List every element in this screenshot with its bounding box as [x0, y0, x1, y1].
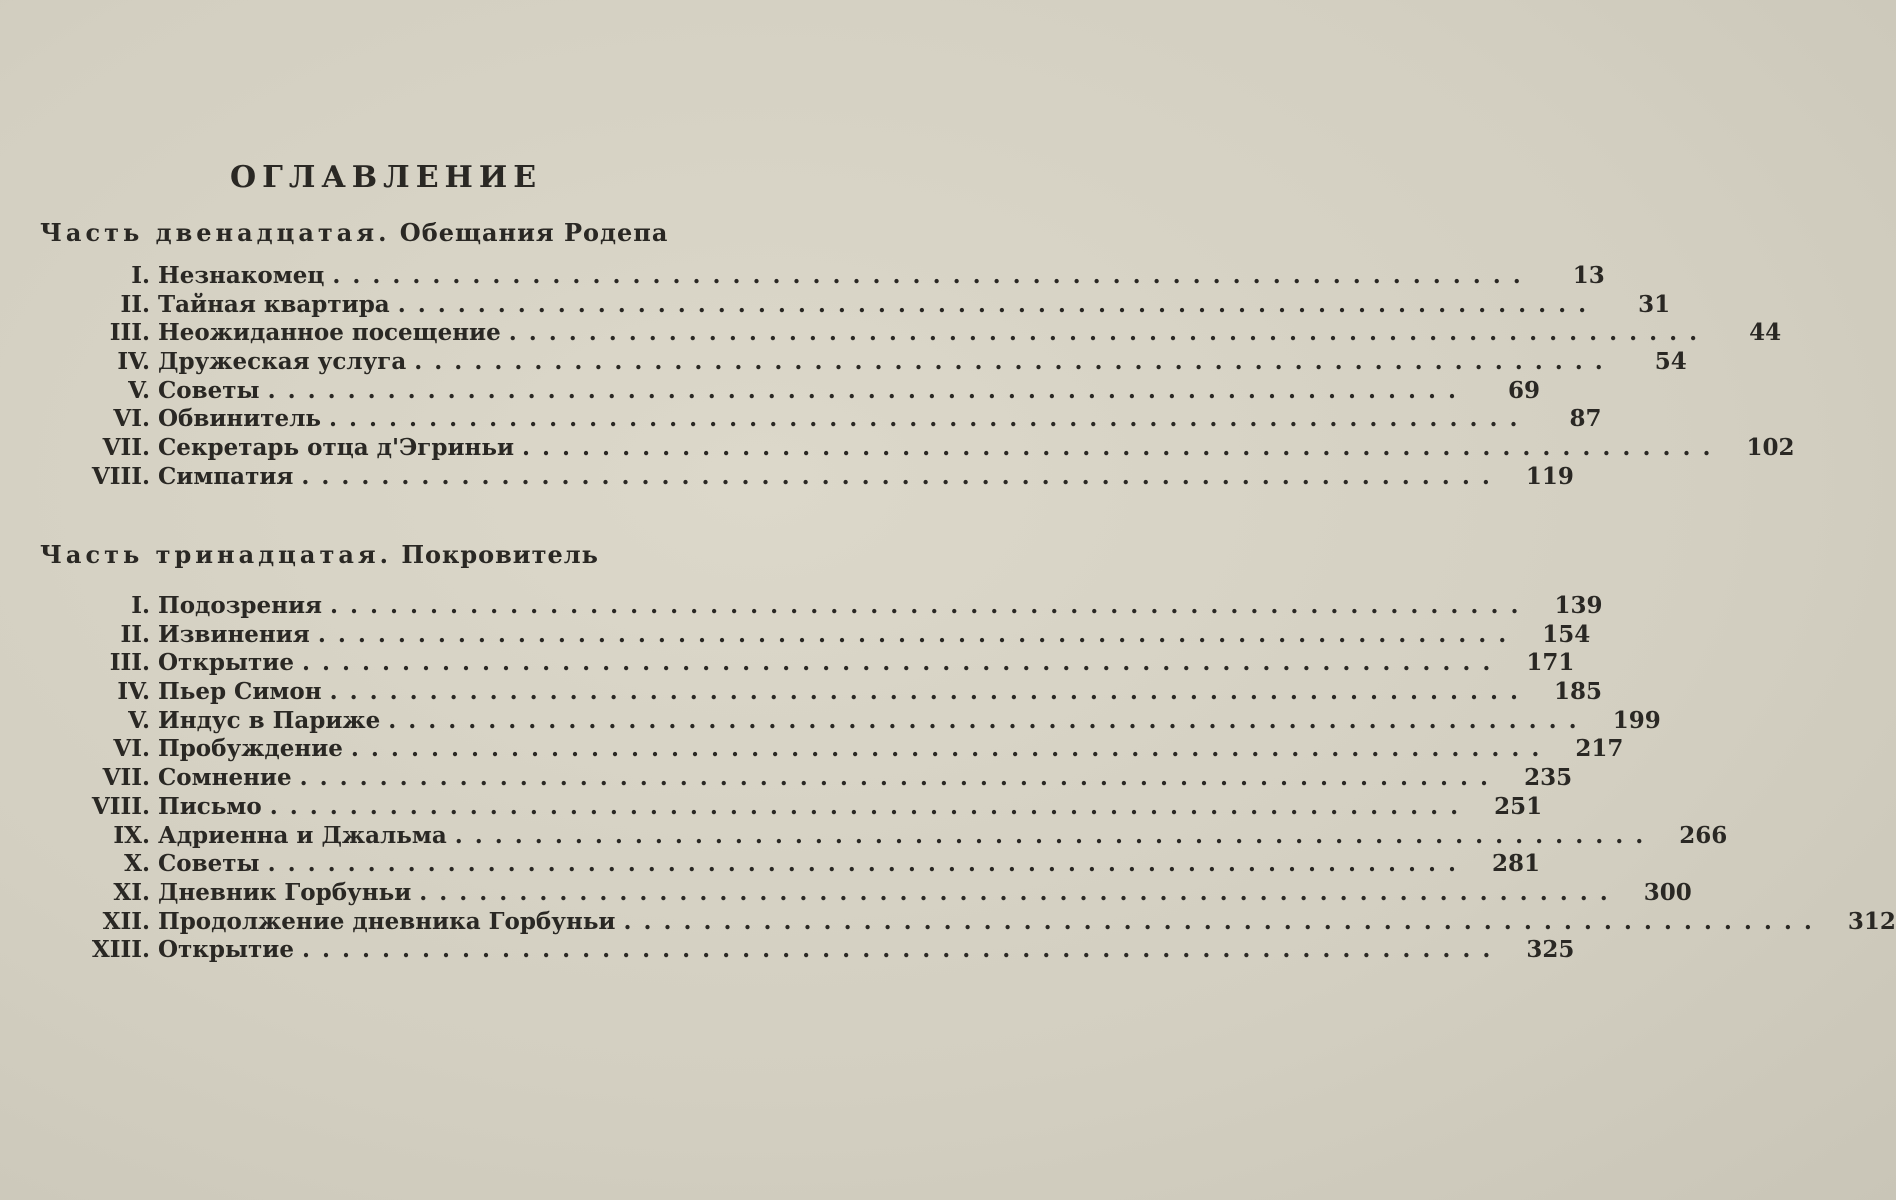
toc-entry — [40, 821, 1728, 851]
chapter-number: VI. — [113, 735, 150, 763]
page-number: 199 — [1612, 706, 1661, 734]
dot-leader: ............................................................ — [454, 821, 1656, 849]
chapter-title: Извинения — [158, 620, 310, 648]
dot-leader: ............................................................ — [522, 434, 1723, 462]
chapter-title: Адриенна и Джальма — [158, 821, 447, 849]
page-number: 312 — [1847, 907, 1896, 935]
chapter-title: Подозрения — [158, 592, 323, 619]
chapter-title: Симпатия — [158, 462, 294, 490]
dot-leader: ............................................................ — [301, 462, 1502, 490]
toc-entry — [40, 735, 1624, 764]
toc-entry — [40, 850, 1541, 879]
chapter-title: Пробуждение — [158, 735, 343, 763]
chapter-title: Письмо — [158, 792, 262, 820]
page-number: 235 — [1524, 764, 1573, 792]
toc-entry — [40, 878, 1692, 908]
toc-entry — [40, 262, 1605, 291]
page-number: 217 — [1575, 735, 1624, 763]
chapter-number: V. — [128, 706, 150, 734]
part-title-12 — [40, 218, 668, 247]
chapter-number: IV. — [117, 348, 150, 376]
dot-leader: ............................................................ — [267, 850, 1469, 878]
page-number: 185 — [1554, 678, 1603, 706]
part-title-13 — [40, 540, 599, 569]
chapter-number: IV. — [117, 678, 150, 706]
toc-entry — [40, 592, 1603, 621]
chapter-title: Тайная квартира — [158, 290, 390, 318]
page-number: 154 — [1542, 620, 1591, 648]
toc-entry — [40, 907, 1896, 937]
chapter-number: IX. — [113, 821, 150, 849]
part-label: Часть двенадцатая. — [40, 218, 391, 247]
page-number: 44 — [1749, 319, 1782, 347]
toc-entry — [40, 649, 1575, 678]
chapter-number: II. — [120, 290, 150, 318]
dot-leader: ............................................................ — [329, 405, 1530, 433]
chapter-number: XII. — [102, 907, 150, 935]
page-number: 31 — [1638, 290, 1671, 318]
chapter-title: Советы — [158, 376, 260, 404]
page-number: 251 — [1494, 792, 1543, 820]
toc-entry — [40, 620, 1591, 650]
chapter-number: I. — [131, 592, 150, 619]
dot-leader: ............................................................ — [301, 649, 1503, 677]
chapter-number: XI. — [113, 878, 150, 906]
dot-leader: ............................................................ — [388, 706, 1589, 734]
chapter-number: V. — [128, 376, 150, 404]
chapter-number: VIII. — [91, 792, 150, 820]
part-subtitle: Покровитель — [401, 540, 599, 569]
chapter-title: Неожиданное посещение — [158, 319, 501, 347]
dot-leader: ............................................................ — [419, 878, 1620, 906]
chapter-title: Открытие — [158, 936, 294, 964]
dot-leader: ............................................................ — [623, 907, 1824, 935]
dot-leader: ............................................................ — [267, 376, 1469, 404]
chapter-title: Обвинитель — [158, 405, 322, 433]
page-number: 266 — [1679, 821, 1728, 849]
page-number: 54 — [1654, 348, 1687, 376]
toc-entry — [40, 319, 1782, 348]
page-number: 171 — [1526, 649, 1575, 677]
dot-leader: ............................................................ — [317, 620, 1519, 648]
dot-leader: ............................................................ — [332, 262, 1533, 289]
chapter-number: XIII. — [91, 936, 150, 964]
chapter-number: VIII. — [91, 462, 150, 490]
page-number: 119 — [1525, 462, 1574, 490]
chapter-number: VI. — [113, 405, 150, 433]
toc-entry — [40, 290, 1671, 320]
chapter-number: I. — [131, 262, 150, 289]
chapter-number: VII. — [102, 434, 150, 462]
page-number: 325 — [1526, 936, 1575, 964]
part-subtitle: Обещания Родепа — [399, 218, 669, 247]
dot-leader: ............................................................ — [301, 936, 1503, 964]
page-number: 281 — [1492, 850, 1541, 878]
chapter-title: Секретарь отца д'Эгриньи — [158, 434, 515, 462]
dot-leader: ............................................................ — [414, 348, 1615, 376]
toc-entry — [40, 462, 1574, 492]
chapter-title: Дневник Горбуньи — [158, 878, 412, 906]
dot-leader: ............................................................ — [269, 792, 1471, 820]
part-label: Часть тринадцатая. — [40, 540, 392, 569]
chapter-number: III. — [109, 649, 150, 677]
chapter-title: Незнакомец — [158, 262, 325, 289]
chapter-number: VII. — [102, 764, 150, 792]
page-number: 139 — [1554, 592, 1603, 619]
toc-entry — [40, 792, 1543, 822]
chapter-title: Пьер Симон — [158, 678, 322, 706]
toc-entry — [40, 405, 1602, 434]
toc-entry — [40, 376, 1541, 406]
dot-leader: ............................................................ — [299, 764, 1501, 792]
dot-leader: ............................................................ — [350, 735, 1552, 763]
dot-leader: ............................................................ — [330, 592, 1531, 619]
chapter-title: Продолжение дневника Горбуньи — [158, 907, 616, 935]
toc-entry — [40, 348, 1687, 377]
dot-leader: ............................................................ — [397, 290, 1599, 318]
dot-leader: ............................................................ — [329, 678, 1531, 706]
chapter-list-part-12 — [40, 262, 1795, 492]
page-number: 300 — [1643, 878, 1692, 906]
chapter-title: Дружеская услуга — [158, 348, 407, 376]
chapter-number: III. — [109, 319, 150, 347]
chapter-title: Открытие — [158, 649, 294, 677]
page-number: 87 — [1569, 405, 1602, 433]
chapter-title: Советы — [158, 850, 260, 878]
chapter-title: Сомнение — [158, 764, 292, 792]
chapter-number: II. — [120, 620, 150, 648]
page-number: 102 — [1746, 434, 1795, 462]
chapter-list-part-13 — [40, 592, 1896, 965]
page-title: ОГЛАВЛЕНИЕ — [230, 160, 543, 195]
toc-entry — [40, 764, 1573, 793]
chapter-number: X. — [124, 850, 150, 878]
page-number: 13 — [1572, 262, 1605, 289]
toc-entry — [40, 434, 1795, 463]
toc-entry — [40, 678, 1603, 707]
toc-entry — [40, 706, 1661, 736]
page-number: 69 — [1508, 376, 1541, 404]
chapter-title: Индус в Париже — [158, 706, 381, 734]
toc-entry — [40, 936, 1575, 965]
dot-leader: ............................................................ — [508, 319, 1710, 347]
